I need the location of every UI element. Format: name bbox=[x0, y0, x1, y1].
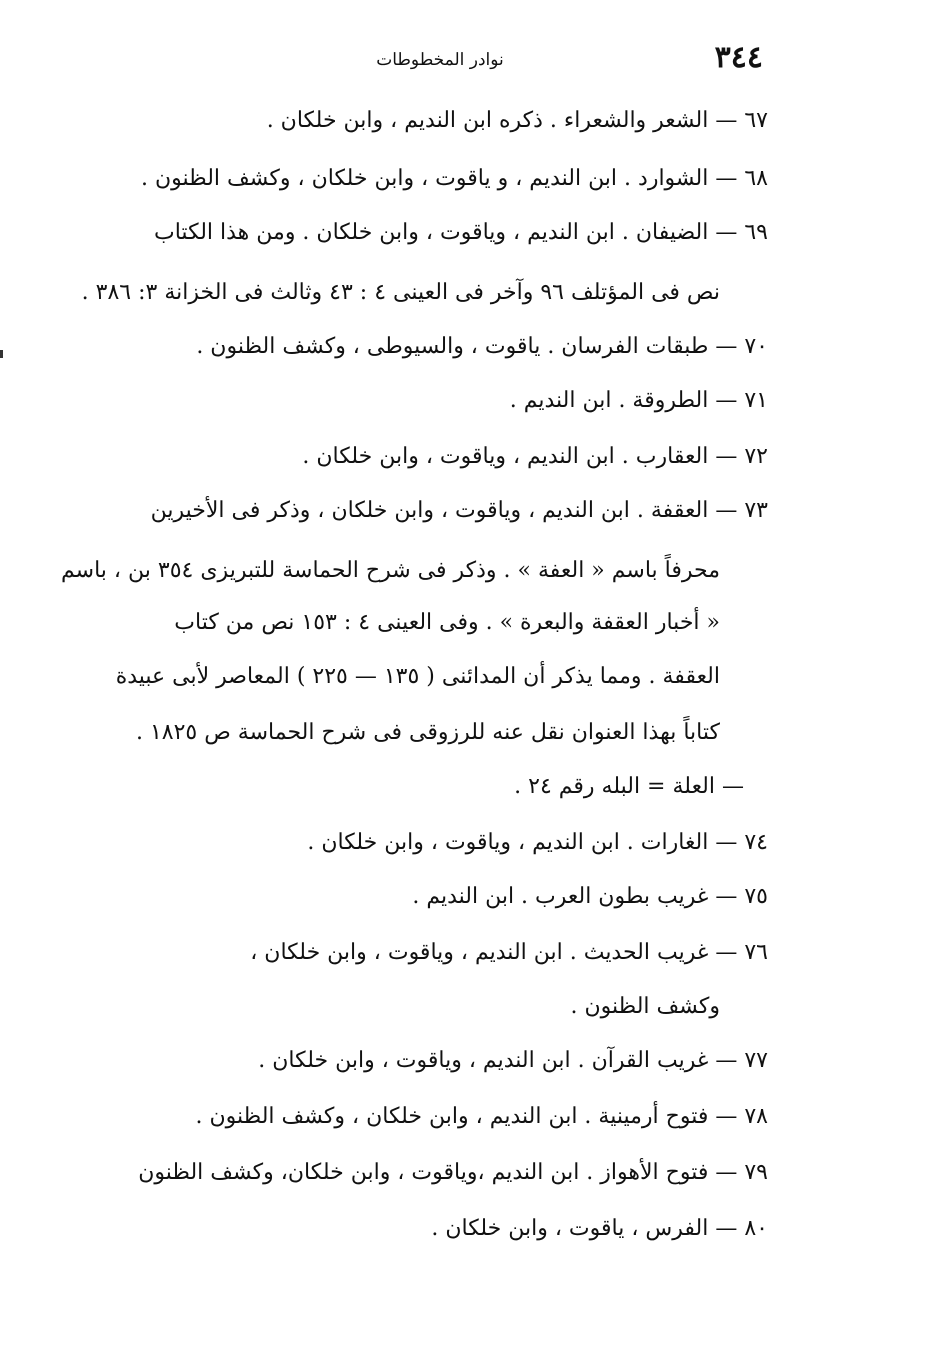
entry-77: ٧٧ — غريب القرآن . ابن النديم ، وياقوت ، وابن خلكان . bbox=[258, 1048, 768, 1073]
entry-76: ٧٦ — غريب الحديث . ابن النديم ، وياقوت ، وابن خلكان ، bbox=[250, 940, 768, 965]
entry-70: ٧٠ — طبقات الفرسان . ياقوت ، والسيوطى ، وكشف الظنون . bbox=[196, 334, 768, 359]
entry-73-line-3: « أخبار العقفة والبعرة » . وفى العينى ٤ : ١٥٣ نص من كتاب bbox=[174, 610, 720, 635]
entry-80: ٨٠ — الفرس ، ياقوت ، وابن خلكان . bbox=[431, 1216, 768, 1241]
entry-68: ٦٨ — الشوارد . ابن النديم ، و ياقوت ، وابن خلكان ، وكشف الظنون . bbox=[141, 166, 768, 191]
entry-69: ٦٩ — الضيفان . ابن النديم ، وياقوت ، وابن خلكان . ومن هذا الكتاب bbox=[154, 220, 768, 245]
entry-73-line-5: كتاباً بهذا العنوان نقل عنه للرزوقى فى شرح الحماسة ص ١٨٢٥ . bbox=[135, 720, 720, 745]
entry-76-continuation: وكشف الظنون . bbox=[570, 994, 720, 1019]
entry-71: ٧١ — الطروقة . ابن النديم . bbox=[509, 388, 768, 413]
entry-78: ٧٨ — فتوح أرمينية . ابن النديم ، وابن خلكان ، وكشف الظنون . bbox=[195, 1104, 768, 1129]
running-title: نوادر المخطوطات bbox=[376, 50, 504, 70]
entry-72: ٧٢ — العقارب . ابن النديم ، وياقوت ، وابن خلكان . bbox=[302, 444, 768, 469]
entry-73-line-2: محرفاً باسم « العفة » . وذكر فى شرح الحماسة للتبريزى ٣٥٤ بن ، باسم bbox=[61, 558, 720, 583]
page-number: ٣٤٤ bbox=[714, 40, 763, 75]
page-header bbox=[0, 38, 934, 78]
entry-73: ٧٣ — العقفة . ابن النديم ، وياقوت ، وابن خلكان ، وذكر فى الأخيرين bbox=[150, 498, 768, 523]
margin-mark bbox=[0, 350, 3, 358]
entry-73-line-4: العقفة . ومما يذكر أن المدائنى ( ١٣٥ — ٢٢٥ ) المعاصر لأبى عبيدة bbox=[115, 664, 720, 689]
entry-74: ٧٤ — الغارات . ابن النديم ، وياقوت ، وابن خلكان . bbox=[307, 830, 768, 855]
entry-67: ٦٧ — الشعر والشعراء . ذكره ابن النديم ، وابن خلكان . bbox=[266, 108, 768, 133]
entry-75: ٧٥ — غريب بطون العرب . ابن النديم . bbox=[412, 884, 768, 909]
entry-69-continuation: نص فى المؤتلف ٩٦ وآخر فى العينى ٤ : ٤٣ وثالث فى الخزانة ٣: ٣٨٦ . bbox=[81, 280, 720, 305]
entry-79: ٧٩ — فتوح الأهواز . ابن النديم ،وياقوت ، وابن خلكان، وكشف الظنون bbox=[138, 1160, 768, 1185]
cross-reference-line: — العلة = البله رقم ٢٤ . bbox=[514, 774, 744, 799]
